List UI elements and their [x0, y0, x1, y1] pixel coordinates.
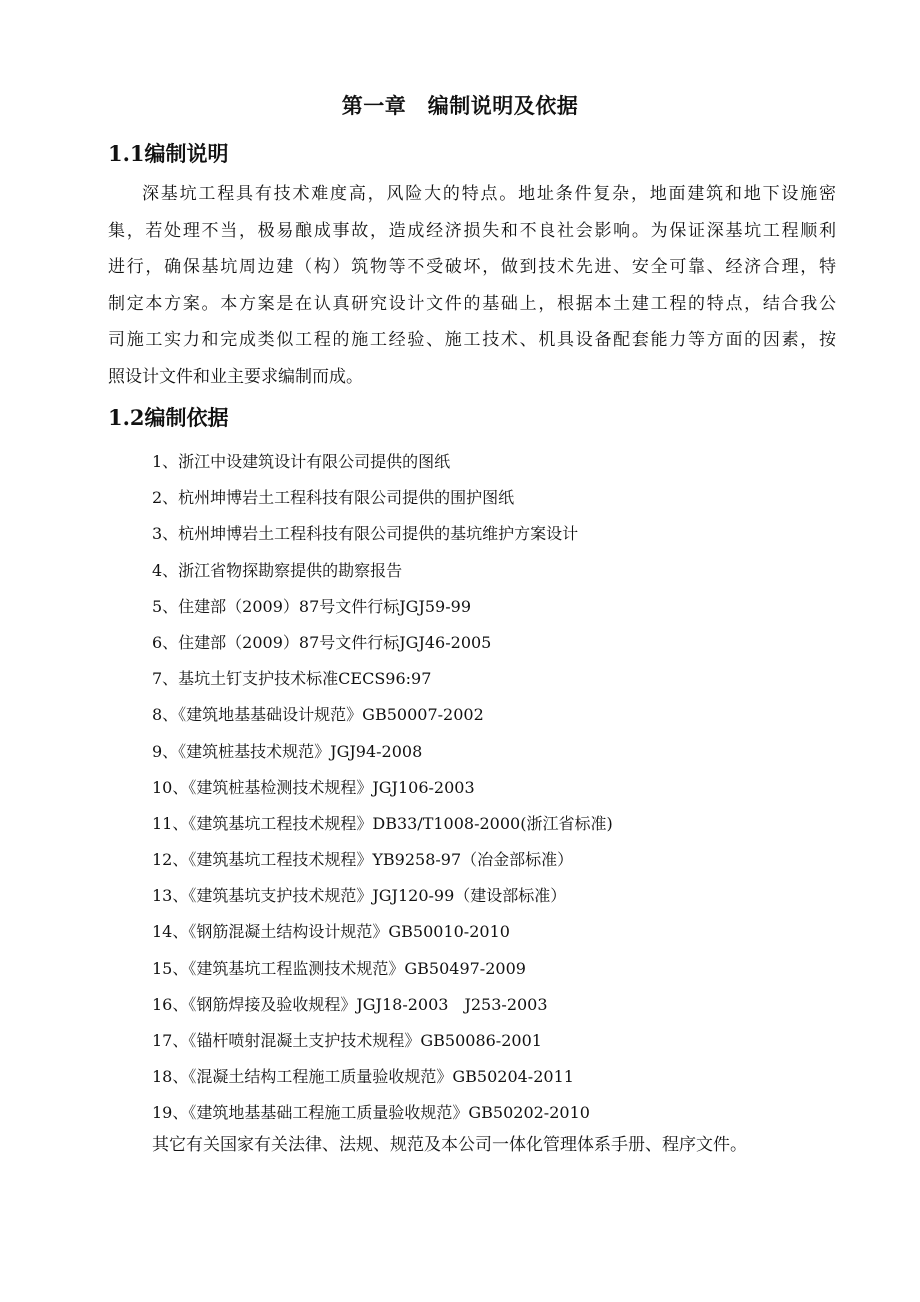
paragraph-line: 集，若处理不当，极易酿成事故，造成经济损失和不良社会影响。为保证深基坑工程顺利 [108, 220, 836, 241]
list-item: 9、《建筑桩基技术规范》JGJ94-2008 [152, 741, 423, 761]
list-item: 13、《建筑基坑支护技术规范》JGJ120-99（建设部标准） [152, 886, 567, 906]
list-item: 2、杭州坤博岩土工程科技有限公司提供的围护图纸 [152, 488, 515, 508]
list-item: 11、《建筑基坑工程技术规程》DB33/T1008-2000(浙江省标准) [152, 813, 613, 833]
closing-statement: 其它有关国家有关法律、法规、规范及本公司一体化管理体系手册、程序文件。 [152, 1135, 747, 1155]
list-item: 19、《建筑地基基础工程施工质量验收规范》GB50202-2010 [152, 1103, 590, 1123]
list-item: 12、《建筑基坑工程技术规程》YB9258-97（冶金部标准） [152, 850, 574, 870]
chapter-title: 第一章 编制说明及依据 [341, 93, 579, 118]
list-item: 18、《混凝土结构工程施工质量验收规范》GB50204-2011 [152, 1067, 574, 1087]
section-heading-1-2: 1.2编制依据 [108, 405, 229, 430]
paragraph-line: 深基坑工程具有技术难度高，风险大的特点。地址条件复杂，地面建筑和地下设施密 [142, 184, 836, 204]
list-item: 3、杭州坤博岩土工程科技有限公司提供的基坑维护方案设计 [152, 524, 579, 544]
paragraph-line: 进行，确保基坑周边建（构）筑物等不受破坏，做到技术先进、安全可靠、经济合理，特 [108, 257, 836, 277]
list-item: 6、住建部（2009）87号文件行标JGJ46-2005 [152, 632, 492, 652]
paragraph-line: 照设计文件和业主要求编制而成。 [108, 366, 363, 387]
list-item: 1、浙江中设建筑设计有限公司提供的图纸 [152, 452, 451, 471]
list-item: 17、《锚杆喷射混凝土支护技术规程》GB50086-2001 [152, 1031, 542, 1050]
list-item: 8、《建筑地基基础设计规范》GB50007-2002 [152, 705, 484, 725]
section-1-1-paragraph [108, 176, 836, 395]
list-item: 16、《钢筋焊接及验收规程》JGJ18-2003 J253-2003 [152, 994, 548, 1014]
list-item: 5、住建部（2009）87号文件行标JGJ59-99 [152, 596, 471, 616]
section-heading-1-1: 1.1编制说明 [108, 141, 229, 166]
paragraph-line: 制定本方案。本方案是在认真研究设计文件的基础上，根据本土建工程的特点，结合我公 [108, 293, 836, 314]
list-item: 15、《建筑基坑工程监测技术规范》GB50497-2009 [152, 958, 526, 978]
list-item: 14、《钢筋混凝土结构设计规范》GB50010-2010 [152, 922, 510, 942]
list-item: 7、基坑土钉支护技术标准CECS96:97 [152, 669, 432, 689]
reference-list [152, 444, 613, 1132]
list-item: 10、《建筑桩基检测技术规程》JGJ106-2003 [152, 777, 475, 797]
paragraph-line: 司施工实力和完成类似工程的施工经验、施工技术、机具设备配套能力等方面的因素，按 [108, 330, 836, 350]
list-item: 4、浙江省物探勘察提供的勘察报告 [152, 560, 403, 580]
